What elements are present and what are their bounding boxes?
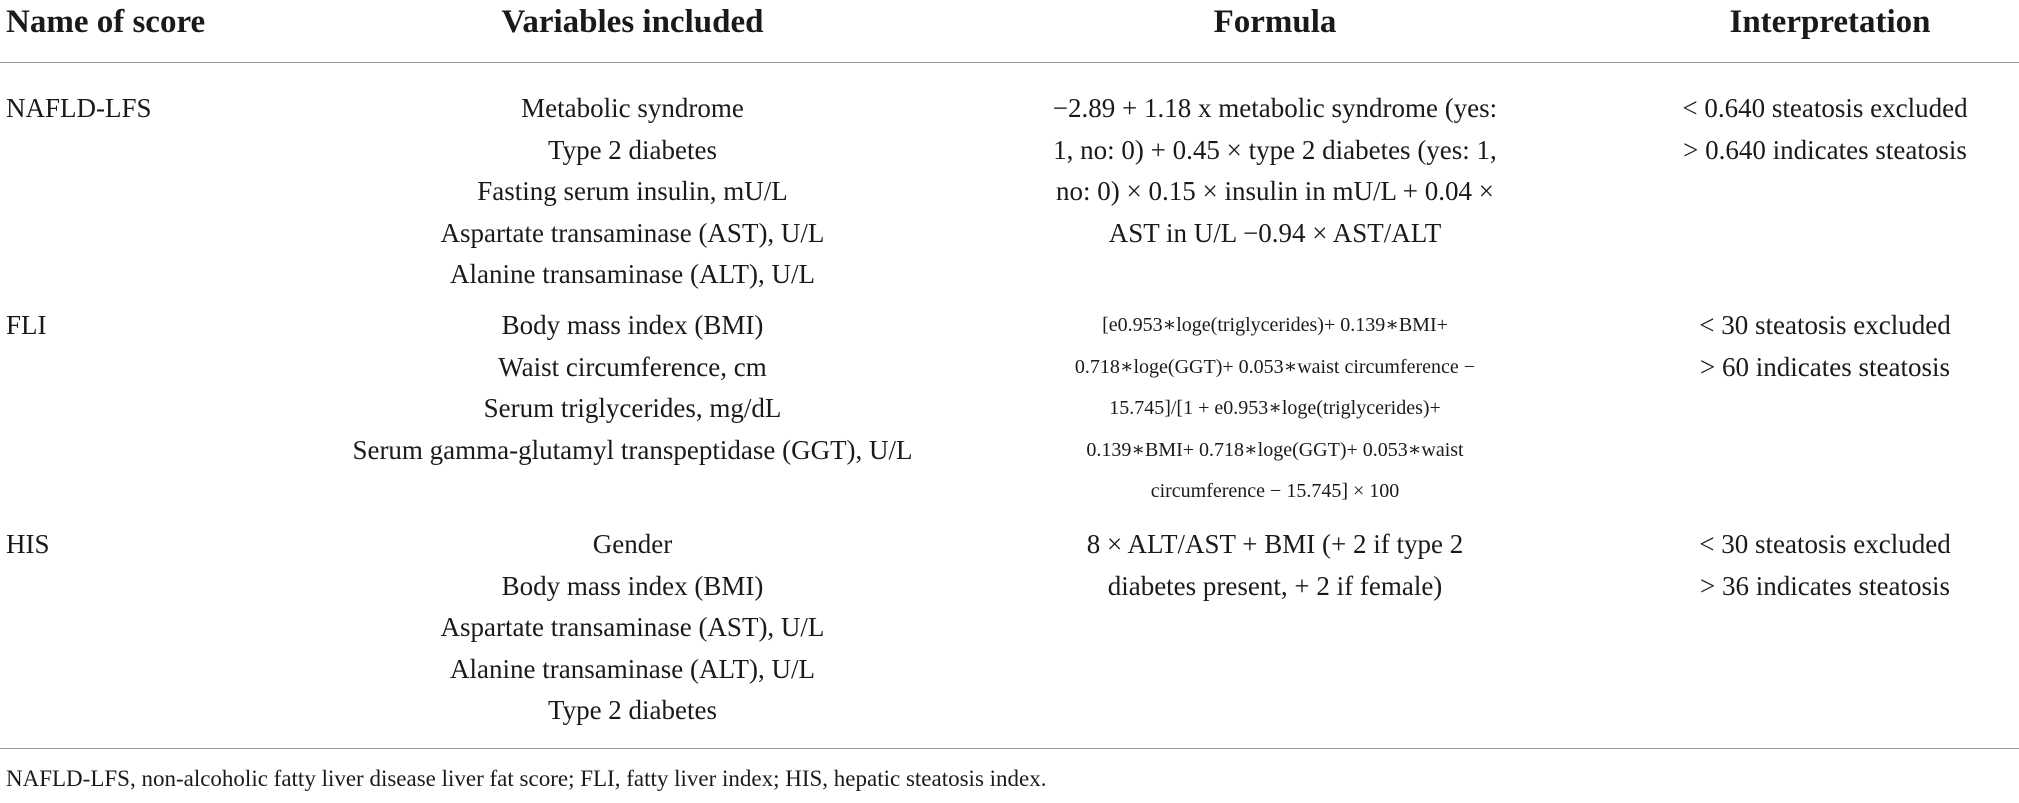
variable-item: Serum gamma-glutamyl transpeptidase (GGT), U/L [352, 434, 913, 465]
formula-line: 8 × ALT/AST + BMI (+ 2 if type 2 [1086, 529, 1464, 559]
variable-item: Type 2 diabetes [547, 695, 718, 725]
header-variables-included: Variables included [501, 4, 764, 40]
formula-line: AST in U/L −0.94 × AST/ALT [1108, 217, 1442, 248]
interpretation-line: < 30 steatosis excluded [1699, 529, 1951, 559]
variable-item: Body mass index (BMI) [501, 570, 764, 601]
variable-item: Aspartate transaminase (AST), U/L [440, 612, 825, 642]
interpretation-cell [1640, 88, 2010, 171]
header-name-of-score: Name of score [6, 4, 206, 40]
variables-cell [305, 524, 960, 732]
table-footnote: NAFLD-LFS, non-alcoholic fatty liver disease liver fat score; FLI, fatty liver index; HIS, hepatic steatosis index. [6, 766, 1047, 791]
score-name: FLI [6, 310, 47, 340]
interpretation-cell [1640, 305, 2010, 388]
header-formula: Formula [1213, 4, 1337, 40]
formula-line: 15.745]/[1 + e0.953∗loge(triglycerides)+ [1109, 397, 1441, 419]
score-name: HIS [6, 529, 50, 559]
formula-line: no: 0) × 0.15 × insulin in mU/L + 0.04 × [1056, 176, 1494, 206]
formula-line: 0.718∗loge(GGT)+ 0.053∗waist circumference − [1074, 355, 1476, 378]
variable-item: Waist circumference, cm [498, 351, 767, 382]
variable-item: Serum triglycerides, mg/dL [483, 393, 782, 423]
formula-line: diabetes present, + 2 if female) [1107, 570, 1443, 601]
interpretation-line: > 0.640 indicates steatosis [1683, 134, 1967, 165]
formula-line: 0.139∗BMI+ 0.718∗loge(GGT)+ 0.053∗waist [1086, 438, 1464, 461]
score-name: NAFLD-LFS [6, 93, 152, 123]
variable-item: Type 2 diabetes [547, 134, 718, 165]
interpretation-line: > 60 indicates steatosis [1700, 351, 1950, 382]
variables-cell [305, 305, 960, 471]
formula-line: −2.89 + 1.18 x metabolic syndrome (yes: [1052, 93, 1498, 123]
variable-item: Metabolic syndrome [521, 93, 744, 123]
variable-item: Alanine transaminase (ALT), U/L [450, 653, 815, 684]
header-interpretation: Interpretation [1729, 4, 1931, 40]
variable-item: Gender [592, 529, 673, 559]
variable-item: Fasting serum insulin, mU/L [477, 176, 788, 206]
interpretation-line: < 0.640 steatosis excluded [1682, 93, 1968, 123]
formula-cell [975, 305, 1575, 513]
interpretation-line: > 36 indicates steatosis [1700, 570, 1950, 601]
formula-line: 1, no: 0) + 0.45 × type 2 diabetes (yes: 1, [1053, 134, 1497, 165]
formula-cell [975, 88, 1575, 254]
formula-line: [e0.953∗loge(triglycerides)+ 0.139∗BMI+ [1102, 314, 1448, 336]
variable-item: Aspartate transaminase (AST), U/L [440, 217, 825, 248]
interpretation-line: < 30 steatosis excluded [1699, 310, 1951, 340]
table-header-row [0, 0, 2019, 63]
variable-item: Alanine transaminase (ALT), U/L [450, 259, 815, 289]
table-bottom-rule [0, 748, 2019, 749]
formula-line: circumference − 15.745] × 100 [1150, 480, 1400, 502]
interpretation-cell [1640, 524, 2010, 607]
variables-cell [305, 88, 960, 296]
formula-cell [975, 524, 1575, 607]
variable-item: Body mass index (BMI) [501, 310, 764, 340]
